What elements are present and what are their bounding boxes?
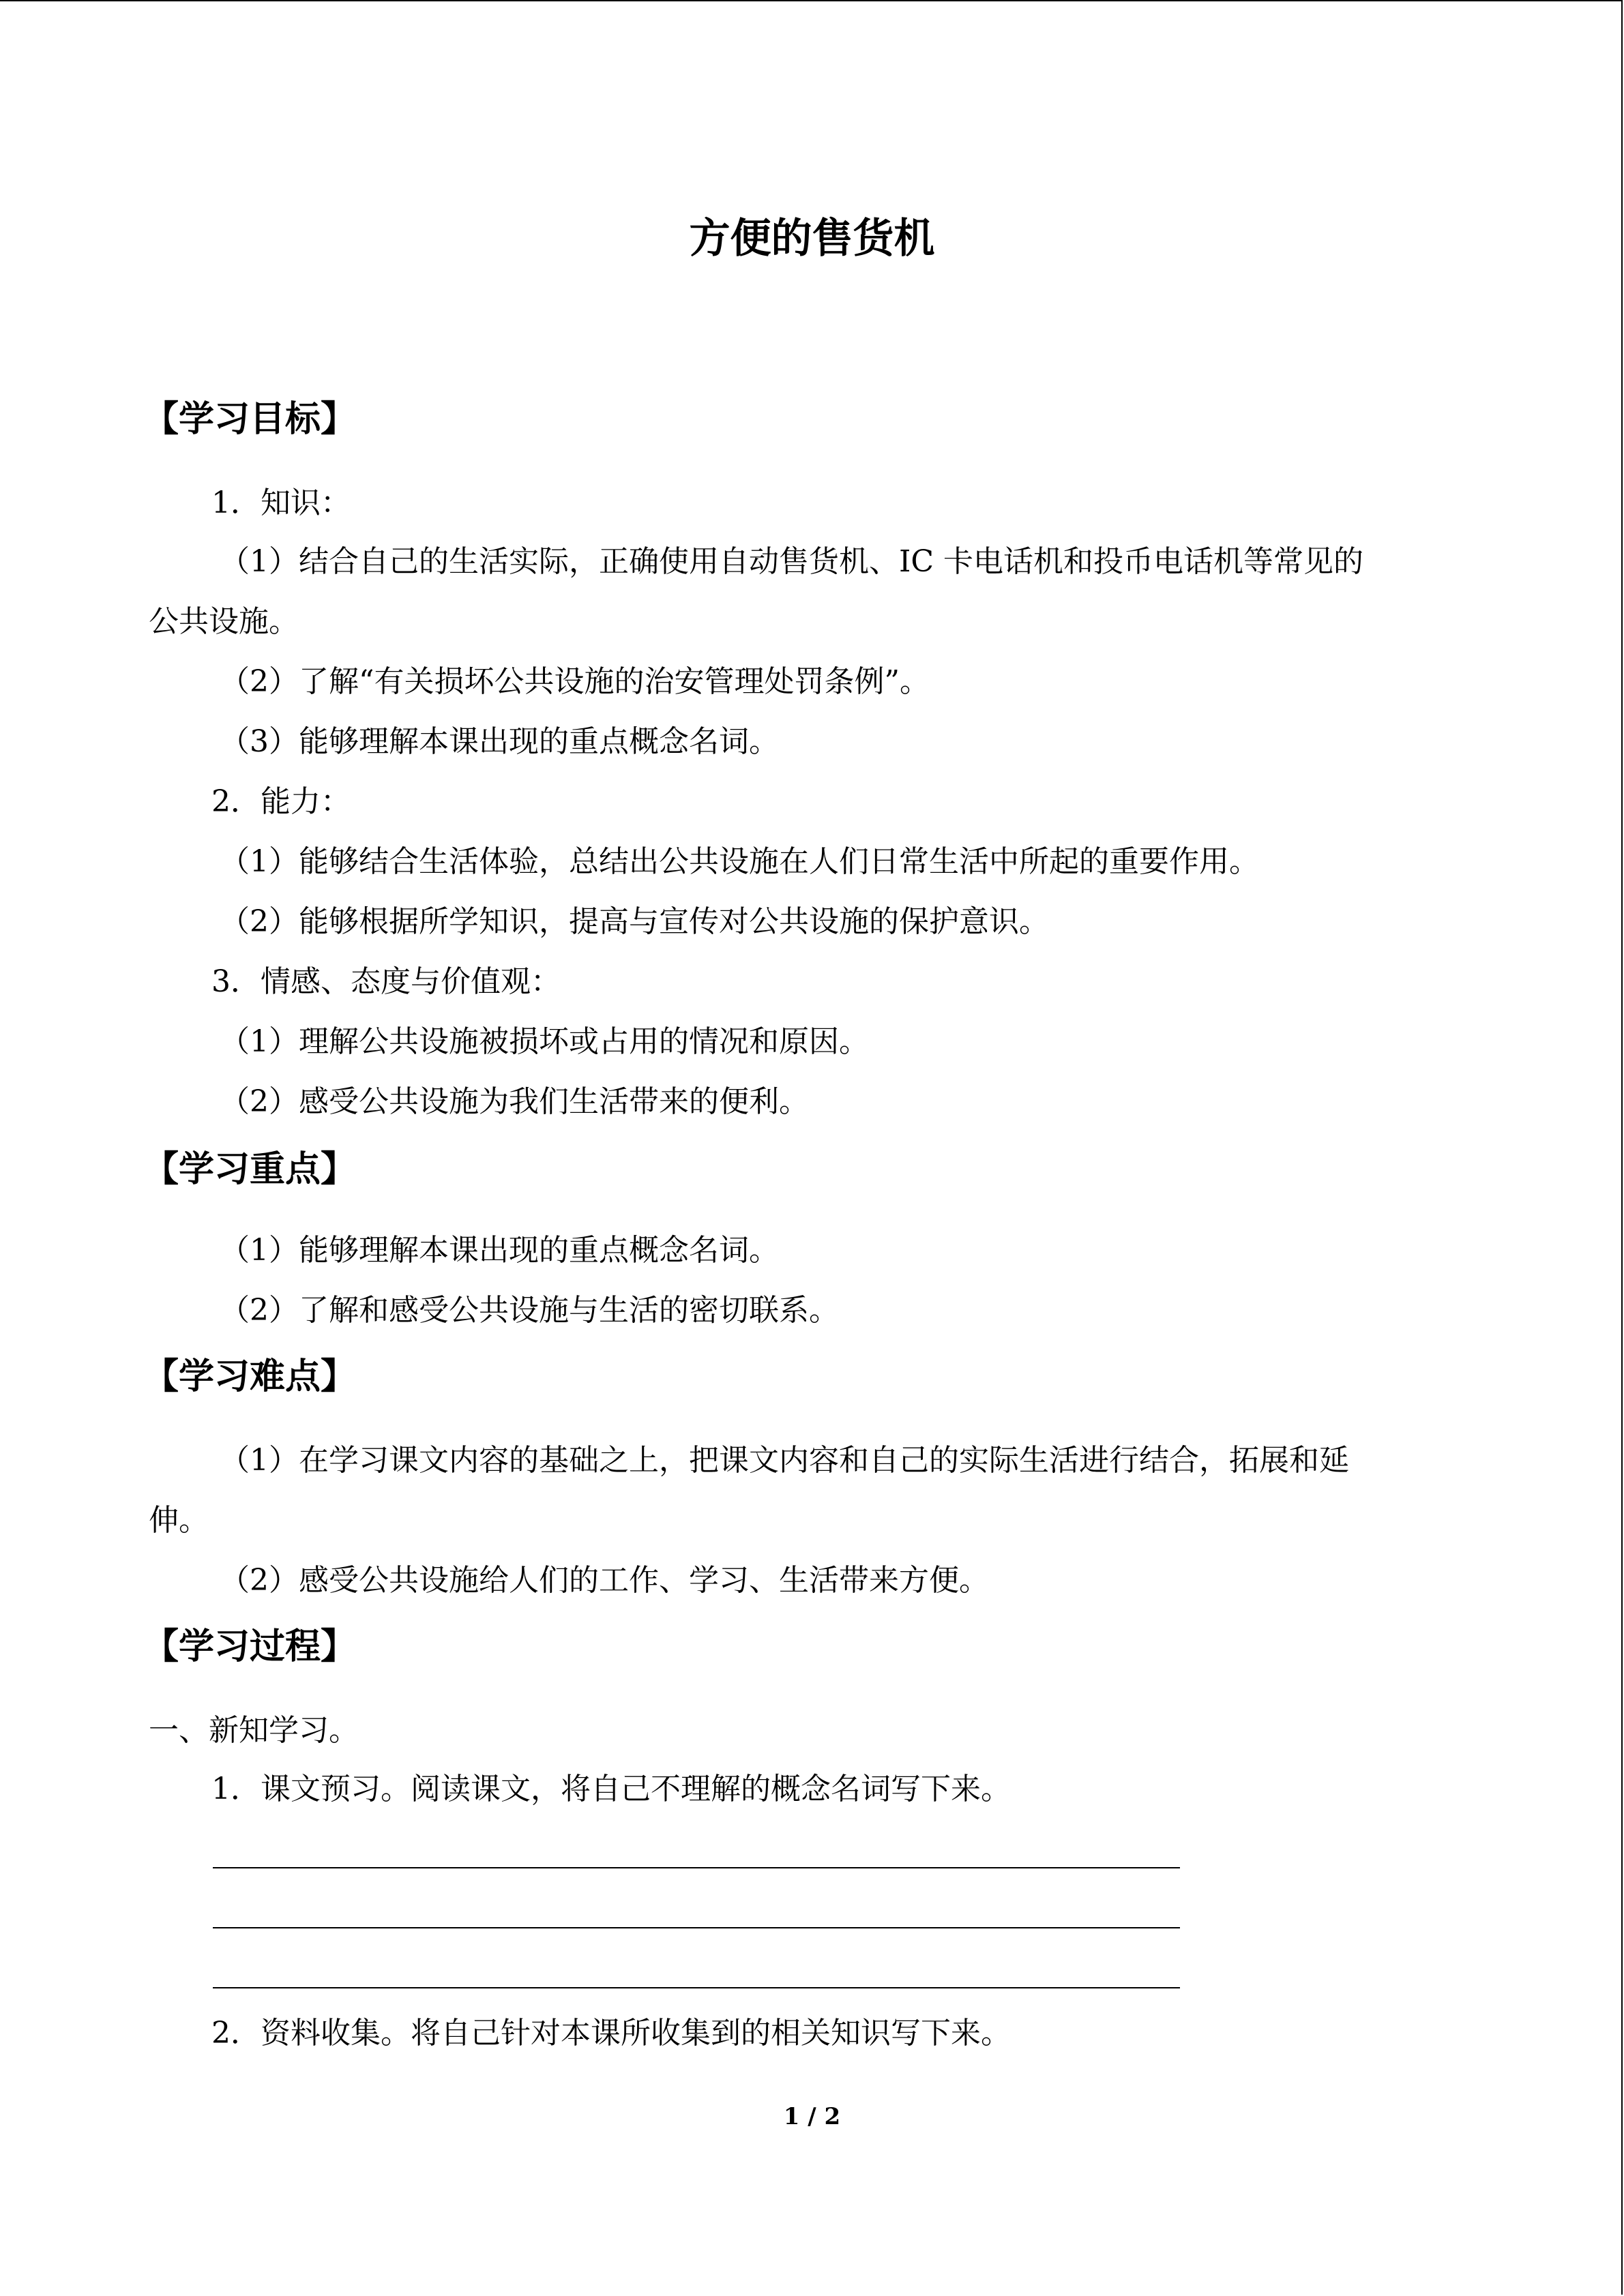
goals-line-11: （2）感受公共设施为我们生活带来的便利。: [220, 1084, 809, 1119]
page-number: 1 / 2: [783, 2103, 841, 2130]
process-line-2: 1．课文预习。阅读课文，将自己不理解的概念名词写下来。: [211, 1772, 1011, 1806]
goals-line-3: 公共设施。: [149, 604, 299, 639]
goals-line-2: （1）结合自己的生活实际，正确使用自动售货机、IC 卡电话机和投币电话机等常见的: [220, 544, 1364, 579]
goals-line-5: （3）能够理解本课出现的重点概念名词。: [220, 724, 779, 759]
section-heading-goals: 【学习目标】: [143, 398, 357, 440]
difficulties-line-1: （1）在学习课文内容的基础之上，把课文内容和自己的实际生活进行结合，拓展和延: [220, 1443, 1349, 1478]
difficulties-line-3: （2）感受公共设施给人们的工作、学习、生活带来方便。: [220, 1563, 989, 1598]
process-line-3: 2．资料收集。将自己针对本课所收集到的相关知识写下来。: [211, 2016, 1011, 2051]
goals-line-10: （1）理解公共设施被损坏或占用的情况和原因。: [220, 1024, 869, 1059]
key-points-line-2: （2）了解和感受公共设施与生活的密切联系。: [220, 1293, 839, 1328]
key-points-line-1: （1）能够理解本课出现的重点概念名词。: [220, 1233, 779, 1268]
goals-line-6: 2．能力：: [211, 784, 351, 819]
goals-line-9: 3．情感、态度与价值观：: [211, 964, 561, 999]
process-line-1: 一、新知学习。: [149, 1713, 359, 1748]
section-heading-process: 【学习过程】: [143, 1626, 357, 1667]
goals-line-7: （1）能够结合生活体验，总结出公共设施在人们日常生活中所起的重要作用。: [220, 844, 1259, 879]
section-heading-key-points: 【学习重点】: [143, 1148, 357, 1190]
difficulties-line-2: 伸。: [149, 1503, 209, 1538]
answer-line-1[interactable]: [213, 1867, 1180, 1868]
section-heading-difficulties: 【学习难点】: [143, 1356, 357, 1397]
goals-line-8: （2）能够根据所学知识，提高与宣传对公共设施的保护意识。: [220, 904, 1049, 939]
page-title: 方便的售货机: [689, 215, 935, 263]
goals-line-4: （2）了解“有关损坏公共设施的治安管理处罚条例”。: [220, 664, 930, 699]
answer-line-2[interactable]: [213, 1927, 1180, 1928]
goals-line-1: 1．知识：: [211, 486, 351, 520]
answer-line-3[interactable]: [213, 1987, 1180, 1988]
